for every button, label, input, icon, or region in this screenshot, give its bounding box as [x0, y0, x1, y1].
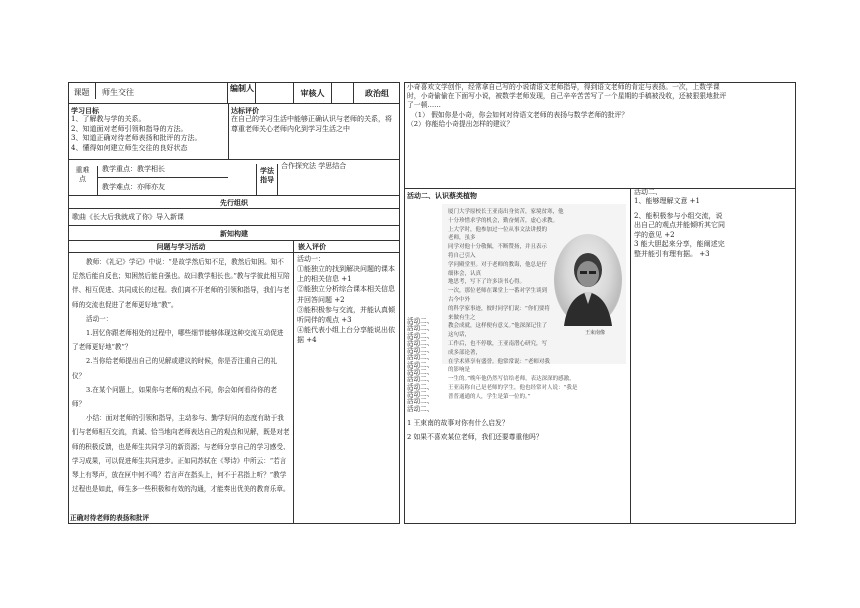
keypoints-label: 重难点: [68, 166, 98, 196]
activity-two-label: 活动二、: [407, 404, 434, 413]
editor-label: 编制人: [228, 83, 256, 104]
eval-column-header: 嵌入评价: [294, 241, 400, 253]
image-text-line: 学问殿堂里。对于老师的教诲，他总是仔细体会，认真: [448, 261, 548, 277]
image-text-line: 十分珍惜求学的机会，勤奋刻苦，虚心求教。: [448, 217, 559, 224]
right-panel: [404, 82, 796, 524]
image-text-line: 王亚南称自己是老师的学生，他也经常对人说：“我是: [448, 384, 578, 391]
question-item: 2.当你给老师提出自己的见解或建议的时候，你是否注重自己的礼仪？: [72, 357, 277, 380]
photo-caption: 王束南像: [584, 330, 605, 336]
eval-item: ④能代表小组上台分享能说出依据 +4: [297, 325, 395, 345]
activity-two-divider: [630, 188, 631, 524]
activity-two-question: 1 王束南的故事对你有什么启发？: [407, 419, 509, 427]
eval-item: ①能独立的找到解决问题的课本上的相关信息 +1: [297, 265, 395, 284]
activity-two-label: 活动二、: [407, 375, 434, 384]
eval-title: 活动一：: [297, 255, 325, 263]
standards-divider: [228, 104, 229, 160]
eval-two-item: 1、能够理解文意 +1: [634, 197, 700, 206]
activity-two-label: 活动二、: [407, 331, 434, 340]
activity-two-labels: [407, 318, 441, 413]
preview-title: 先行组织: [68, 196, 400, 209]
activity-two-label: 活动二、: [407, 346, 434, 355]
goals-title: 学习目标: [71, 106, 99, 115]
summary-paragraph: 小结：面对老师的引领和指导，主动参与、勤学好问的态度有助于我们与老师相互交流，真诚、恰当地向老师表达自己的观点和见解，既是对老师的积极反馈，也是师生共同学习的新资源；与老师分享自己的学习感受、学习成果，可以促进师生共同进步。正如同苏轼在《琴诗》中所云：“若言琴上有琴声，放在匣中何不鸣？若言声在指头上，何不于君指上听？”教学过程也是如此，师生多一些积极和有效的沟通，才能奏出优美的教育乐章。: [72, 414, 290, 494]
person-silhouette-icon: [554, 234, 622, 326]
goal-item: 2、知道面对老师引领和指导的方法。: [71, 124, 188, 133]
question-item: 3.在某个问题上，如果你与老师的观点不同，你会如何看待你的老师？: [72, 385, 277, 409]
activity-two-question: 2 如果不喜欢某位老师，我们还要尊重他吗？: [407, 433, 543, 441]
eval-item: ②能独立分析综合课本相关信息并回答问题 +2: [297, 285, 395, 304]
eval-block: [297, 254, 397, 345]
reviewer-label: 审核人: [294, 82, 332, 104]
goal-item: 4、懂得如何建立师生交往的良好状态: [71, 143, 188, 152]
image-text-line: 在学术界享有盛誉。他常常说：“老师对我的影响是: [448, 358, 550, 374]
story-text: [407, 83, 727, 129]
goal-item: 1、了解教与学的关系。: [71, 115, 146, 124]
image-text-line: 厦门大学原校长王亚南出身贫苦，家境贫寒，他: [448, 209, 564, 215]
difficult-point: 教学难点：亦师亦友: [102, 183, 165, 191]
image-text-line: 一生的。”晚年他仍然写信给老师，表达深深的感激，: [448, 376, 575, 383]
image-text-line: 教会成就，这样便有意义。”他深深记住了这句话，: [448, 323, 548, 339]
main-text: [72, 255, 290, 496]
image-text-line: 工作后，也不停歇，王亚南潜心研究，写成多部论著，: [448, 340, 548, 356]
lesson-title: 师生交往: [96, 82, 228, 104]
story-paragraph: 小奇喜欢文学创作，经常拿自己写的小说请语文老师指导，得到语文老师的肯定与表扬。一次，上数学课时，小奇偷偷在下面写小说，被数学老师发现，自己辛辛苦苦写了一个星期的手稿被没收，还被狠狠地批评了一顿……: [407, 83, 727, 110]
intro-paragraph: 教师：《礼记》学记》中说：“是故学然后知不足，教然后知困。知不足然后能自反也；知困然后能自强也。故曰教学相长也。”教与学彼此相互陪伴、相互促进、共同成长的过程。我们离不开老师的引领和指导，我们与老师的交流也促进了老师更好地“教”。: [72, 258, 290, 309]
reviewer-value: [332, 82, 354, 104]
image-text-line: 上大学时，他参加过一位从事文法讲授的老师，虽多: [448, 226, 548, 242]
activities-column-header: 问题与学习活动: [68, 241, 294, 253]
lesson-label: 课题: [68, 82, 96, 99]
activity-two-label: 活动二、: [407, 317, 434, 325]
standards-title: 达标评价: [231, 106, 259, 115]
story-image: [442, 204, 626, 400]
goal-item: 3、知道正确对待老师表扬和批评的方法。: [71, 134, 202, 143]
image-text-line: 普普通通的人，学生是第一位的。”: [448, 393, 531, 400]
activity-two-label: 活动二、: [407, 397, 434, 406]
method-label: 学法指导: [256, 164, 278, 196]
activity-two-label: 活动二、: [407, 360, 434, 369]
activity-one-heading: 活动一：: [86, 314, 113, 323]
activity-two-title: 活动二、认识蔡类植物: [407, 191, 477, 200]
footer-heading: 正确对待老师的表扬和批评: [70, 514, 150, 522]
question-item: 1.回忆你跟老师相处的过程中，哪些细节能够体现这种交流互动促进了老师更好地“教”？: [72, 329, 284, 352]
standards-block: [231, 106, 395, 134]
image-text-line: 一次，那位老师在课堂上一番对学生谈到古今中外: [448, 288, 548, 303]
activity-two-label: 活动二、: [407, 324, 434, 333]
editor-value: [256, 82, 294, 104]
story-question: （1） 假如你是小奇，你会如何对待语文老师的表扬与数学老师的批评？: [411, 110, 629, 119]
portrait-photo: [554, 234, 622, 326]
activity-two-label: 活动二、: [407, 389, 434, 398]
method-value: 合作探究法 学思结合: [281, 162, 347, 170]
eval-two-item: 2、能积极参与小组交流，说出自己的观点并能倾听其它同学的意见 +2: [634, 211, 725, 239]
preview-text: 歌曲《长大后我就成了你》导入新课: [68, 209, 400, 226]
image-text-line: 的科学家事迹，彼时同学们说：“你们要将来做有生之: [448, 305, 550, 321]
left-panel: [68, 82, 400, 524]
new-build-title: 新知构建: [68, 226, 400, 241]
activity-two-label: 活动二、: [407, 353, 434, 362]
key-point: 教学重点：教学相长: [98, 160, 228, 178]
story-question: （2）你能给小奇提出怎样的建议？: [407, 119, 514, 128]
activity-two-label: 活动二、: [407, 382, 434, 391]
eval-two-title: 活动二、: [634, 188, 662, 196]
standards-text: 在自己的学习生活中能够正确认识与老师的关系，将尊重老师关心老师内化到学习生活之中: [231, 115, 392, 133]
eval-two-block: [634, 188, 726, 259]
goals-block: [71, 106, 221, 153]
activity-two-label: 活动二、: [407, 338, 434, 347]
activity-two-label: 活动二、: [407, 368, 434, 377]
image-text-line: 地思考，写下了许多读书心得。: [448, 279, 526, 286]
eval-two-item: 3 能大胆起来分享，能阐述完整并能引有理有据。 +3: [634, 240, 725, 258]
image-text-line: 同学对他十分敬佩，不断赞扬，并且表示将自己引入: [448, 244, 548, 259]
eval-item: ③能积极参与交流，并能认真倾听同伴的观点 +3: [297, 305, 395, 324]
group-name: 政治组: [365, 88, 389, 98]
